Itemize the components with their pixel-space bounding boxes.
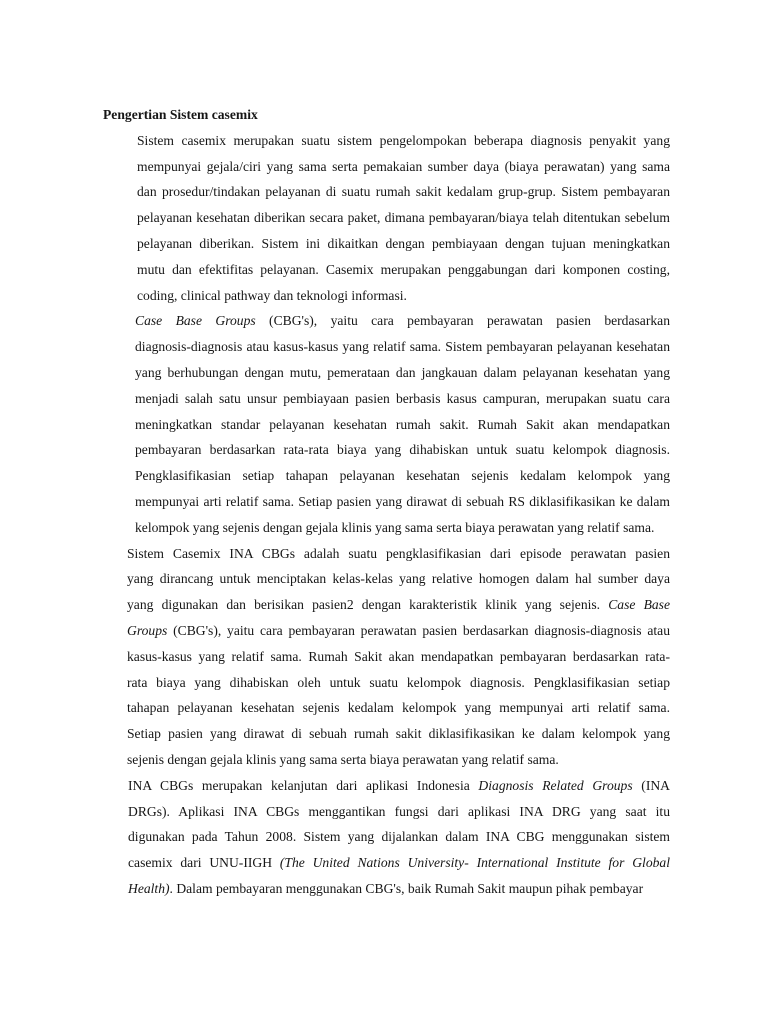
text-fragment: yang digunakan dan berisikan pasien2 dengan karakteristik klinik yang sejenis. <box>127 597 601 613</box>
text-line: diagnosis-diagnosis atau kasus-kasus yang relatif sama. Sistem pembayaran pelayanan kesehatan <box>135 339 670 355</box>
text-fragment: (CBG's), yaitu cara pembayaran perawatan pasien berdasarkan diagnosis-diagnosis atau <box>167 622 670 638</box>
text-line: kelompok yang sejenis dengan gejala klinis yang sama serta biaya perawatan yang relatif sama. <box>135 519 655 535</box>
document-body <box>103 102 670 902</box>
text-line: DRGs). Aplikasi INA CBGs menggantikan fungsi dari aplikasi INA DRG yang saat itu <box>128 803 670 819</box>
text-line: mempunyai gejala/ciri yang sama serta pemakaian sumber daya (biaya perawatan) yang sama <box>137 158 670 174</box>
text-line: sejenis dengan gejala klinis yang sama serta biaya perawatan yang relatif sama. <box>127 751 559 767</box>
text-fragment: (INA <box>632 777 670 793</box>
text-line: pelayanan kesehatan diberikan secara paket, dimana pembayaran/biaya telah ditentukan sebelum <box>137 210 670 226</box>
paragraph-case-base-groups <box>103 308 670 540</box>
paragraph-ina-cbgs-continuation <box>103 773 670 902</box>
text-line: mutu dan efektifitas pelayanan. Casemix merupakan penggabungan dari komponen costing, <box>137 261 670 277</box>
text-line <box>103 876 670 902</box>
text-line: kasus-kasus yang relatif sama. Rumah Sakit akan mendapatkan pembayaran berdasarkan rata- <box>127 648 670 664</box>
text-line: Setiap pasien yang dirawat di sebuah rumah sakit diklasifikasikan ke dalam kelompok yang <box>127 726 670 742</box>
section-heading: Pengertian Sistem casemix <box>103 107 258 122</box>
text-line: coding, clinical pathway dan teknologi informasi. <box>137 287 407 303</box>
text-line <box>103 773 670 799</box>
text-fragment: (CBG's), yaitu cara pembayaran perawatan pasien berdasarkan <box>255 313 670 329</box>
text-fragment: casemix dari UNU-IIGH <box>128 855 273 871</box>
text-line: meningkatkan standar pelayanan kesehatan rumah sakit. Rumah Sakit akan mendapatkan <box>135 416 670 432</box>
text-line: Sistem Casemix INA CBGs adalah suatu pengklasifikasian dari episode perawatan pasien <box>127 545 670 561</box>
text-fragment: . Dalam pembayaran menggunakan CBG's, baik Rumah Sakit maupun pihak pembayar <box>169 880 644 896</box>
text-line: rata biaya yang dihabiskan oleh untuk suatu kelompok diagnosis. Pengklasifikasian setiap <box>127 674 670 690</box>
italic-term: Case Base <box>608 597 670 613</box>
paragraph-ina-cbgs-system <box>103 541 670 773</box>
text-line: dan prosedur/tindakan pelayanan di suatu rumah sakit kedalam grup-grup. Sistem pembayaran <box>137 184 670 200</box>
text-line: Pengklasifikasian setiap tahapan pelayanan kesehatan sejenis kedalam kelompok yang <box>135 468 670 484</box>
text-line: digunakan pada Tahun 2008. Sistem yang dijalankan dalam INA CBG menggunakan sistem <box>128 829 670 845</box>
italic-term: Health) <box>128 880 170 896</box>
paragraph-casemix-definition <box>103 128 670 309</box>
text-line: yang berhubungan dengan mutu, pemerataan dan jangkauan dalam pelayanan kesehatan yang <box>135 364 670 380</box>
text-line: mempunyai arti relatif sama. Setiap pasien yang dirawat di sebuah RS diklasifikasikan ke dalam <box>135 493 670 509</box>
italic-term: (The United Nations University- International Institute for Global <box>279 855 670 871</box>
text-line: tahapan pelayanan kesehatan sejenis kedalam kelompok yang mempunyai arti relatif sama. <box>127 700 670 716</box>
text-line: yang dirancang untuk menciptakan kelas-kelas yang relative homogen dalam hal sumber daya <box>127 571 670 587</box>
text-fragment: INA CBGs merupakan kelanjutan dari aplikasi Indonesia <box>128 777 470 793</box>
text-line: pelayanan diberikan. Sistem ini dikaitkan dengan pembiayaan dengan tujuan meningkatkan <box>137 235 670 251</box>
text-line <box>103 308 670 334</box>
text-line: pembayaran berdasarkan rata-rata biaya yang dihabiskan untuk suatu kelompok diagnosis. <box>135 442 670 458</box>
italic-term: Groups <box>127 622 168 638</box>
text-line: Sistem casemix merupakan suatu sistem pengelompokan beberapa diagnosis penyakit yang <box>137 132 670 148</box>
text-line <box>103 618 670 644</box>
italic-term: Diagnosis Related Groups <box>478 777 633 793</box>
italic-term: Case Base Groups <box>135 313 256 329</box>
text-line: menjadi salah satu unsur pembiayaan pasien berbasis kasus campuran, merupakan suatu cara <box>135 390 670 406</box>
text-line <box>103 592 670 618</box>
text-line <box>103 850 670 876</box>
